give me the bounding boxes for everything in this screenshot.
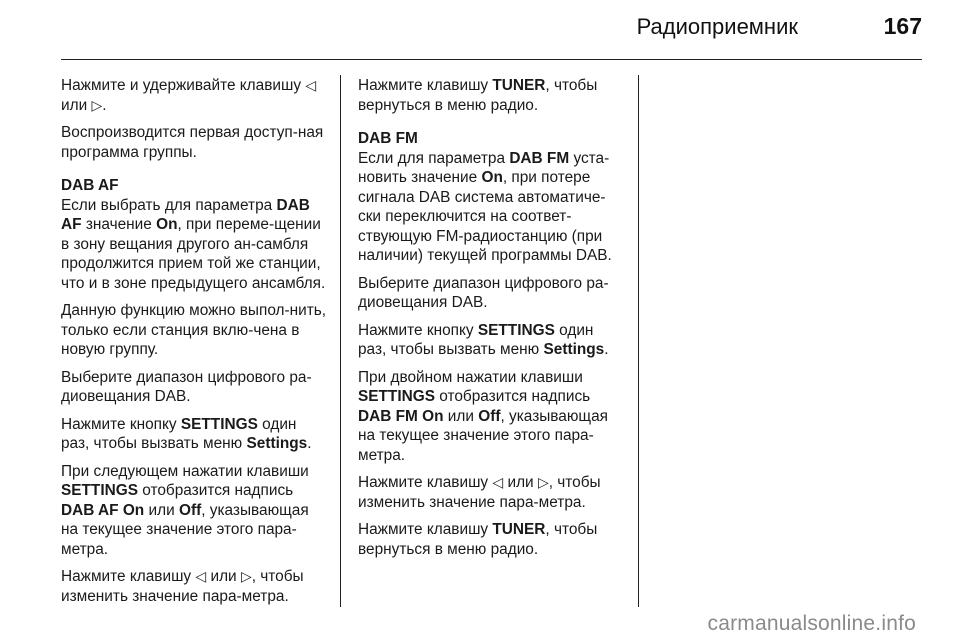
page-title: Радиоприемник bbox=[636, 14, 798, 39]
column-1 bbox=[61, 76, 327, 614]
section-heading-dab-fm: DAB FM bbox=[358, 130, 418, 147]
paragraph: Данную функцию можно выпол-нить, только если станция вклю-чена в новую группу. bbox=[61, 302, 327, 358]
paragraph: Если выбрать для параметра DAB AF значение On, при переме-щении в зону вещания другого ан-самбля продолжится прием той же станции, что и в зоне предыдущего ансамбля. bbox=[61, 196, 326, 292]
right-arrow-icon: ▷ bbox=[91, 96, 103, 113]
column-divider-left bbox=[340, 75, 341, 607]
paragraph: Нажмите клавишу TUNER, чтобы вернуться в меню радио. bbox=[358, 77, 598, 114]
column-divider-right bbox=[638, 75, 639, 607]
paragraph: При следующем нажатии клавиши SETTINGS отобразится надпись DAB AF On или Off, указывающая на текущее значение этого пара-метра. bbox=[61, 462, 309, 558]
left-arrow-icon: ◁ bbox=[305, 77, 317, 93]
paragraph: Если для параметра DAB FM уста-новить значение On, при потере сигнала DAB система автоматиче-ски переключится на соответ-ствующую FM-радиостанцию (при наличии) текущей программы DAB. bbox=[358, 149, 612, 264]
paragraph: Выберите диапазон цифрового ра-диовещания DAB. bbox=[61, 368, 312, 405]
paragraph: Нажмите клавишу ◁ или ▷, чтобы изменить значение пара-метра. bbox=[61, 568, 304, 605]
paragraph: Нажмите кнопку SETTINGS один раз, чтобы вызвать меню Settings. bbox=[358, 321, 609, 358]
header-divider bbox=[61, 59, 922, 60]
column-2 bbox=[358, 76, 624, 567]
paragraph: Воспроизводится первая доступ-ная программа группы. bbox=[61, 124, 324, 161]
left-arrow-icon: ◁ bbox=[195, 568, 207, 584]
section-heading-dab-af: DAB AF bbox=[61, 177, 119, 194]
watermark: carmanualsonline.info bbox=[707, 612, 916, 635]
paragraph: Нажмите клавишу TUNER, чтобы вернуться в меню радио. bbox=[358, 521, 598, 558]
right-arrow-icon: ▷ bbox=[537, 474, 549, 490]
paragraph: Выберите диапазон цифрового ра-диовещания DAB. bbox=[358, 274, 609, 311]
right-arrow-icon: ▷ bbox=[240, 568, 252, 584]
paragraph: Нажмите кнопку SETTINGS один раз, чтобы вызвать меню Settings. bbox=[61, 415, 312, 452]
page-number: 167 bbox=[883, 13, 922, 39]
paragraph: Нажмите клавишу ◁ или ▷, чтобы изменить значение пара-метра. bbox=[358, 474, 601, 511]
paragraph: Нажмите и удерживайте клавишу ◁ или ▷. bbox=[61, 77, 317, 114]
paragraph: При двойном нажатии клавиши SETTINGS отобразится надпись DAB FM On или Off, указывающая на текущее значение этого пара-метра. bbox=[358, 368, 608, 464]
left-arrow-icon: ◁ bbox=[492, 474, 504, 490]
